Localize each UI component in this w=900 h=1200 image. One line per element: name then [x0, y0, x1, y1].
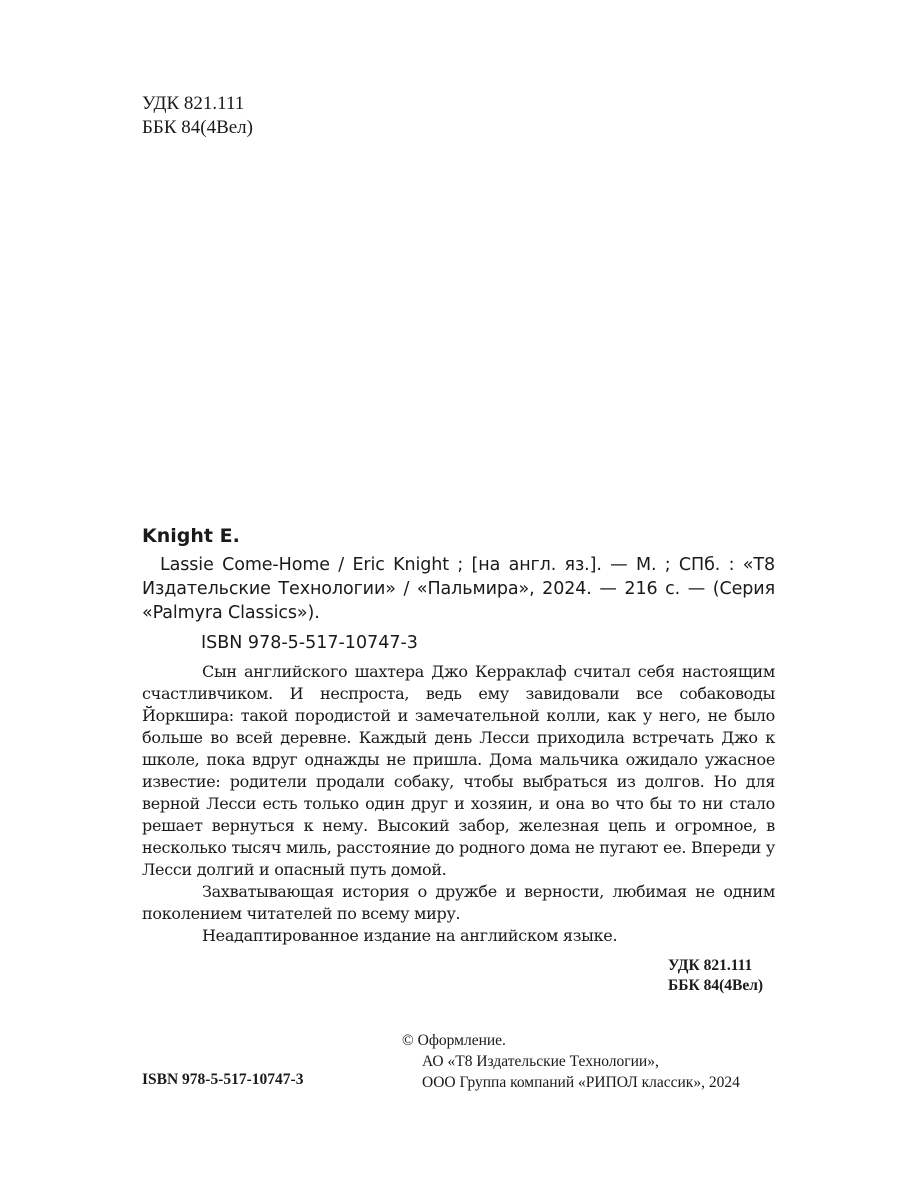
annotation — [142, 661, 775, 947]
copyright-line: ООО Группа компаний «РИПОЛ классик», 2024 — [422, 1074, 740, 1091]
author-heading: Knight E. — [142, 525, 240, 547]
copyright-line: АО «Т8 Издательские Технологии», — [422, 1053, 659, 1070]
copyright-notice — [402, 1030, 740, 1093]
annotation-paragraph: Захватывающая история о дружбе и верности, любимая не одним поколением читателей по всему миру. — [142, 882, 775, 923]
bibliographic-description: Lassie Come-Home / Eric Knight ; [на англ. яз.]. — М. ; СПб. : «Т8 Издательские Технологии» / «Пальмира», 2024. — 216 с. — (Серия «Palmyra Classics»). — [142, 555, 775, 623]
udk-code: УДК 821.111 — [142, 93, 245, 114]
copyright-line: © Оформление. — [402, 1032, 506, 1049]
bottom-isbn: ISBN 978-5-517-10747-3 — [142, 1071, 304, 1088]
bbk-code: ББК 84(4Вел) — [142, 117, 253, 138]
top-classification — [142, 92, 253, 140]
bbk-code: ББК 84(4Вел) — [668, 977, 764, 994]
isbn-line: ISBN 978-5-517-10747-3 — [201, 633, 418, 653]
catalog-record — [142, 524, 775, 947]
udk-code: УДК 821.111 — [668, 957, 753, 974]
annotation-paragraph: Неадаптированное издание на английском языке. — [202, 926, 618, 945]
annotation-paragraph: Сын английского шахтера Джо Керраклаф считал себя настоящим счастливчиком. И неспроста, ведь ему завидовали все собаководы Йоркшира: такой породистой и замечательной колли, как у него, не было больше во всей деревне. Каждый день Лесси приходила встречать Джо к школе, пока вдруг однажды не пришла. Дома мальчика ожидало ужасное известие: родители продали собаку, чтобы выбраться из долгов. Но для верной Лесси есть только один друг и хозяин, и она во что бы то ни стало решает вернуться к нему. Высокий забор, железная цепь и огромное, в несколько тысяч миль, расстояние до родного дома не пугают ее. Впереди у Лесси долгий и опасный путь домой. — [142, 662, 775, 879]
bottom-classification — [668, 956, 763, 996]
